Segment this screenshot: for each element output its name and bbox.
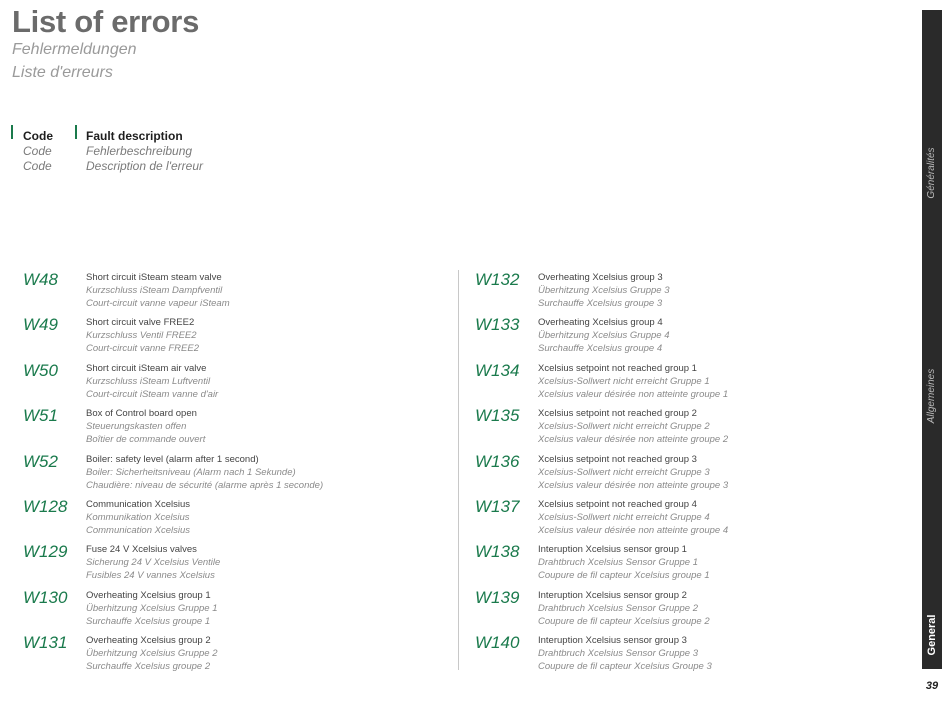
error-description-fr: Chaudière: niveau de sécurité (alarme après 1 seconde) [86, 479, 324, 491]
error-description [86, 362, 218, 401]
error-description-de: Überhitzung Xcelsius Gruppe 3 [538, 285, 670, 296]
error-description-de: Kurzschluss iSteam Luftventil [86, 375, 211, 387]
error-description-fr: Boîtier de commande ouvert [86, 434, 206, 446]
error-description-en: Interuption Xcelsius sensor group 2 [538, 589, 687, 601]
error-code: W130 [23, 587, 68, 607]
error-description-de: Überhitzung Xcelsius Gruppe 2 [86, 648, 218, 660]
error-description-en: Overheating Xcelsius group 2 [86, 635, 211, 647]
error-description-fr: Communication Xcelsius [86, 524, 191, 536]
error-description-de: Xcelsius-Sollwert nicht erreicht Gruppe 3 [538, 466, 710, 478]
error-code: W50 [23, 360, 58, 380]
error-code: W51 [23, 406, 58, 426]
error-description-en: Short circuit iSteam steam valve [86, 272, 222, 283]
error-description-en: Xcelsius setpoint not reached group 1 [538, 362, 697, 374]
error-code: W48 [23, 270, 58, 289]
error-description-de: Kurzschluss Ventil FREE2 [86, 330, 197, 342]
error-description-de: Steuerungskasten offen [86, 421, 187, 433]
error-description-fr: Surchauffe Xcelsius groupe 4 [538, 343, 663, 355]
error-description-de: Überhitzung Xcelsius Gruppe 4 [538, 330, 670, 342]
error-description-en: Overheating Xcelsius group 1 [86, 589, 211, 601]
error-description [86, 453, 323, 492]
error-description-en: Interuption Xcelsius sensor group 1 [538, 544, 687, 556]
error-description [86, 407, 205, 446]
fault-header-fr: Description de l'erreur [86, 159, 204, 173]
error-description [86, 543, 220, 582]
error-description-de: Sicherung 24 V Xcelsius Ventile [86, 557, 221, 569]
error-description-fr: Xcelsius valeur désirée non atteinte groupe 1 [538, 388, 729, 400]
error-description [538, 498, 728, 537]
error-description [538, 634, 712, 673]
code-header-de: Code [23, 144, 52, 158]
code-header-fr: Code [23, 159, 52, 173]
error-description-de: Xcelsius-Sollwert nicht erreicht Gruppe 1 [538, 375, 710, 387]
error-description-de: Xcelsius-Sollwert nicht erreicht Gruppe 4 [538, 511, 710, 523]
error-description [86, 634, 218, 673]
error-description-de: Xcelsius-Sollwert nicht erreicht Gruppe 2 [538, 421, 710, 433]
error-code: W131 [23, 633, 68, 653]
error-description-en: Overheating Xcelsius group 3 [538, 272, 663, 283]
error-description-fr: Xcelsius valeur désirée non atteinte groupe 2 [538, 434, 729, 446]
error-description-fr: Court-circuit iSteam vanne d'air [86, 388, 219, 400]
error-description-en: Xcelsius setpoint not reached group 3 [538, 453, 697, 465]
error-code: W140 [475, 633, 520, 653]
page-subtitle-fr: Liste d'erreurs [12, 64, 113, 81]
error-description-en: Xcelsius setpoint not reached group 4 [538, 498, 697, 510]
sidebar-label-en: General [926, 614, 938, 656]
error-description [538, 316, 670, 355]
fault-header-en: Fault description [86, 129, 183, 143]
error-description-en: Fuse 24 V Xcelsius valves [86, 544, 197, 556]
sidebar-label-de: Allgemeines [926, 368, 937, 424]
error-description-de: Überhitzung Xcelsius Gruppe 1 [86, 602, 218, 614]
error-description [86, 271, 230, 310]
error-description-en: Short circuit valve FREE2 [86, 317, 195, 329]
error-description [86, 316, 199, 355]
error-code: W137 [475, 496, 520, 516]
error-description [538, 271, 670, 310]
error-code: W134 [475, 360, 520, 380]
error-description-en: Overheating Xcelsius group 4 [538, 317, 663, 329]
error-description-fr: Surchauffe Xcelsius groupe 2 [86, 661, 211, 673]
fault-header-de: Fehlerbeschreibung [86, 144, 193, 158]
error-description-en: Interuption Xcelsius sensor group 3 [538, 635, 687, 647]
error-description-fr: Surchauffe Xcelsius groupe 1 [86, 615, 211, 627]
error-code: W132 [475, 270, 520, 289]
error-description-fr: Coupure de fil capteur Xcelsius groupe 1 [538, 570, 710, 582]
error-description-fr: Surchauffe Xcelsius groupe 3 [538, 298, 663, 309]
error-description-de: Drahtbruch Xcelsius Sensor Gruppe 2 [538, 602, 698, 614]
error-description-en: Box of Control board open [86, 408, 197, 420]
error-description-fr: Coupure de fil capteur Xcelsius groupe 2 [538, 615, 710, 627]
error-description-fr: Fusibles 24 V vannes Xcelsius [86, 570, 215, 582]
error-code: W139 [475, 587, 520, 607]
error-description-fr: Court-circuit vanne vapeur iSteam [86, 298, 230, 309]
error-description-de: Kurzschluss iSteam Dampfventil [86, 285, 223, 296]
error-description-en: Xcelsius setpoint not reached group 2 [538, 408, 697, 420]
error-description-fr: Xcelsius valeur désirée non atteinte groupe 4 [538, 524, 729, 536]
page-number: 39 [925, 680, 939, 692]
error-description [86, 589, 218, 628]
error-description-de: Drahtbruch Xcelsius Sensor Gruppe 3 [538, 648, 698, 660]
error-code: W129 [23, 542, 68, 562]
error-description [538, 407, 728, 446]
error-description [538, 362, 728, 401]
error-description-en: Boiler: safety level (alarm after 1 second) [86, 453, 259, 465]
error-code: W133 [475, 315, 520, 335]
column-divider [458, 270, 459, 670]
error-description [538, 589, 710, 628]
error-description-fr: Coupure de fil capteur Xcelsius Groupe 3 [538, 661, 712, 673]
error-description-de: Drahtbruch Xcelsius Sensor Gruppe 1 [538, 557, 698, 569]
page-subtitle-de: Fehlermeldungen [12, 41, 137, 58]
error-description [538, 453, 728, 492]
error-code: W49 [23, 315, 58, 335]
error-code: W128 [23, 496, 68, 516]
error-code: W136 [475, 451, 520, 471]
error-description-en: Communication Xcelsius [86, 498, 191, 510]
error-description [86, 498, 190, 537]
code-header-en: Code [23, 129, 53, 143]
error-description-en: Short circuit iSteam air valve [86, 362, 207, 374]
error-code: W138 [475, 542, 520, 562]
fault-column-header [86, 129, 203, 174]
error-description [538, 543, 710, 582]
fault-header-bar [75, 125, 77, 139]
code-column-header [23, 129, 53, 174]
page-title: List of errors [12, 4, 200, 39]
sidebar-label-fr: Généralités [926, 147, 937, 199]
error-code: W52 [23, 451, 58, 471]
error-description-de: Boiler: Sicherheitsniveau (Alarm nach 1 Sekunde) [86, 466, 296, 478]
error-description-de: Kommunikation Xcelsius [86, 511, 190, 523]
error-code: W135 [475, 406, 520, 426]
error-description-fr: Court-circuit vanne FREE2 [86, 343, 199, 355]
code-header-bar [11, 125, 13, 139]
error-description-fr: Xcelsius valeur désirée non atteinte groupe 3 [538, 479, 729, 491]
section-sidebar [922, 10, 942, 669]
